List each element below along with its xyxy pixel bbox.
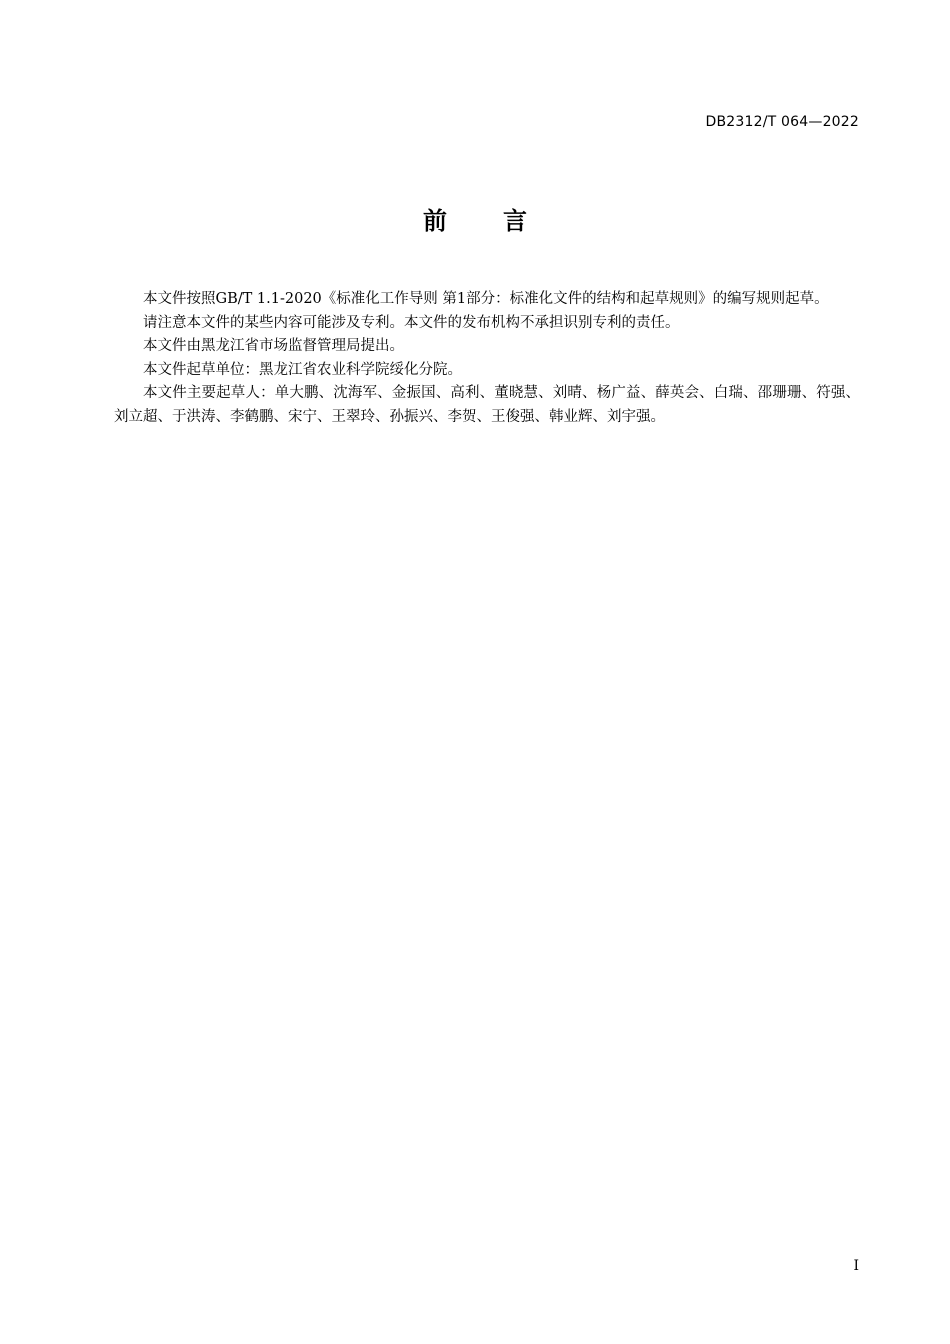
paragraph-drafting-rules: 本文件按照GB/T 1.1-2020《标准化工作导则 第1部分：标准化文件的结构和起草规则》的编写规则起草。 xyxy=(143,291,829,307)
page-number: I xyxy=(853,1258,859,1274)
document-code: DB2312/T 064—2022 xyxy=(705,114,859,130)
foreword-body xyxy=(114,288,860,430)
paragraph-patent-notice: 请注意本文件的某些内容可能涉及专利。本文件的发布机构不承担识别专利的责任。 xyxy=(143,314,680,331)
paragraph-proposer: 本文件由黑龙江省市场监督管理局提出。 xyxy=(143,338,404,355)
paragraph-drafting-unit: 本文件起草单位：黑龙江省农业科学院绥化分院。 xyxy=(143,361,462,378)
paragraph-drafters: 本文件主要起草人：单大鹏、沈海军、金振国、高利、董晓慧、刘晴、杨广益、薛英会、白瑞、邵珊珊、符强、刘立超、于洪涛、李鹤鹏、宋宁、王翠玲、孙振兴、李贺、王俊强、韩业辉、刘宇强。 xyxy=(114,385,860,425)
page-title: 前言 xyxy=(423,207,583,235)
